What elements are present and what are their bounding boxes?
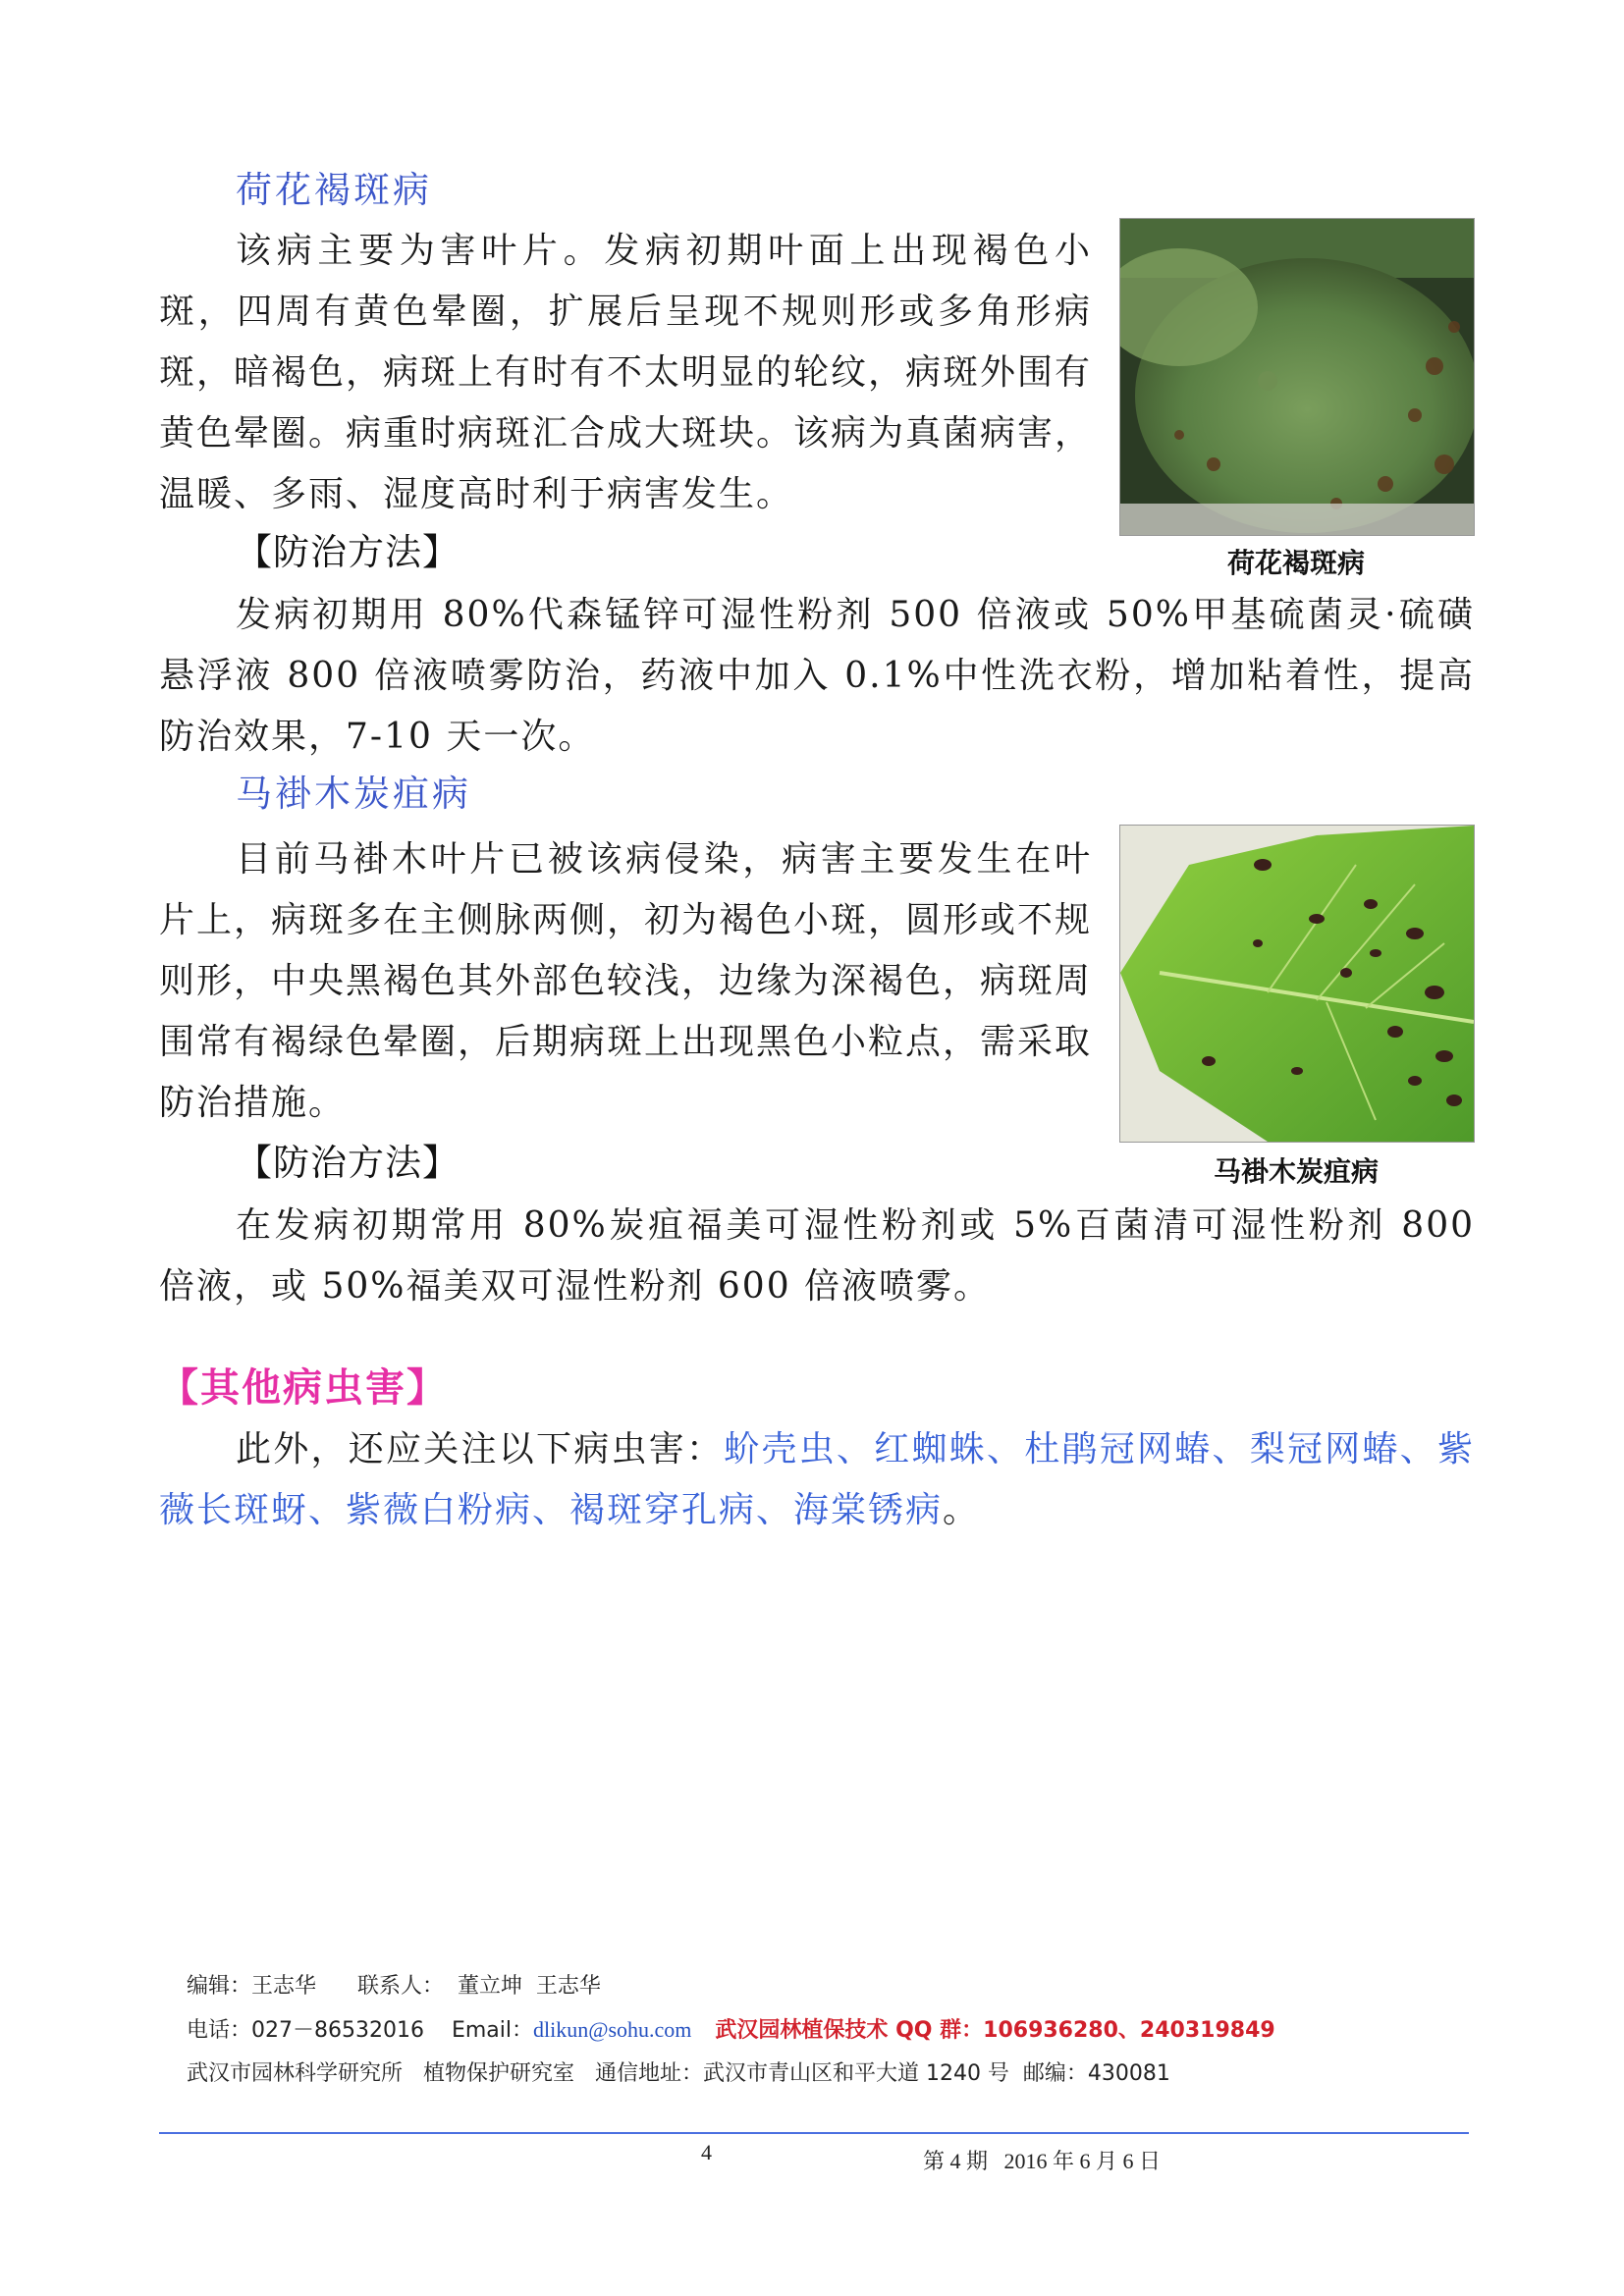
lotus-description xyxy=(159,221,1092,525)
other-pests-end: 。 xyxy=(943,1490,981,1530)
tulip-tree-photo xyxy=(1119,825,1475,1143)
footer-phone: 电话：027－86532016 Email： xyxy=(187,2018,533,2043)
other-pests xyxy=(159,1419,1475,1541)
lotus-photo xyxy=(1119,218,1475,536)
lotus-method-text: 发病初期用 80%代森锰锌可湿性粉剂 500 倍液或 50%甲基硫菌灵·硫磺悬浮液 800 倍液喷雾防治，药液中加入 0.1%中性洗衣粉，增加粘着性，提高防治效果，7-10 天一次。 xyxy=(159,595,1475,757)
other-pests-list: 蚧壳虫、红蜘蛛、杜鹃冠网蝽、梨冠网蝽、紫薇长斑蚜、紫薇白粉病、褐斑穿孔病、海棠锈病 xyxy=(159,1429,1475,1530)
footer-address-line: 武汉市园林科学研究所 植物保护研究室 通信地址：武汉市青山区和平大道 1240 号 邮编：430081 xyxy=(187,2061,1170,2086)
tulip-tree-photo-caption: 马褂木炭疽病 xyxy=(1213,1155,1379,1188)
tulip-tree-method-label: 【防治方法】 xyxy=(236,1142,460,1184)
lotus-photo-caption: 荷花褐斑病 xyxy=(1226,547,1365,579)
footer-editor-line: 编辑：王志华 联系人： 董立坤 王志华 xyxy=(187,1974,601,1999)
footer xyxy=(187,1965,1463,2096)
footer-divider xyxy=(159,2132,1469,2134)
other-pests-title: 【其他病虫害】 xyxy=(159,1365,448,1411)
footer-qq-group: 武汉园林植保技术 QQ 群：106936280、240319849 xyxy=(715,2018,1275,2043)
other-pests-paragraph xyxy=(159,1419,1475,1541)
tulip-tree-method xyxy=(159,1196,1475,1317)
section-title-lotus: 荷花褐斑病 xyxy=(236,169,432,211)
page-number: 4 xyxy=(701,2140,712,2164)
footer-email-link[interactable]: dlikun@sohu.com xyxy=(532,2017,692,2042)
section-title-tulip-tree: 马褂木炭疽病 xyxy=(236,773,471,815)
lotus-method-label: 【防治方法】 xyxy=(236,531,460,573)
lotus-description-text: 该病主要为害叶片。发病初期叶面上出现褐色小斑，四周有黄色晕圈，扩展后呈现不规则形或多角形病斑，暗褐色，病斑上有时有不太明显的轮纹，病斑外围有黄色晕圈。病重时病斑汇合成大斑块。该病为真菌病害，温暖、多雨、湿度高时利于病害发生。 xyxy=(159,231,1093,514)
tulip-tree-description xyxy=(159,829,1092,1134)
tulip-tree-description-text: 目前马褂木叶片已被该病侵染，病害主要发生在叶片上，病斑多在主侧脉两侧，初为褐色小斑，圆形或不规则形，中央黑褐色其外部色较浅，边缘为深褐色，病斑周围常有褐绿色晕圈，后期病斑上出现黑色小粒点，需采取防治措施。 xyxy=(159,839,1093,1123)
other-pests-intro: 此外，还应关注以下病虫害： xyxy=(236,1429,725,1469)
footer-contact-line xyxy=(187,2008,1463,2053)
tulip-tree-method-text: 在发病初期常用 80%炭疽福美可湿性粉剂或 5%百菌清可湿性粉剂 800 倍液，或 50%福美双可湿性粉剂 600 倍液喷雾。 xyxy=(159,1205,1475,1307)
lotus-method xyxy=(159,585,1475,768)
issue-date: 第 4 期 2016 年 6 月 6 日 xyxy=(923,2149,1162,2173)
